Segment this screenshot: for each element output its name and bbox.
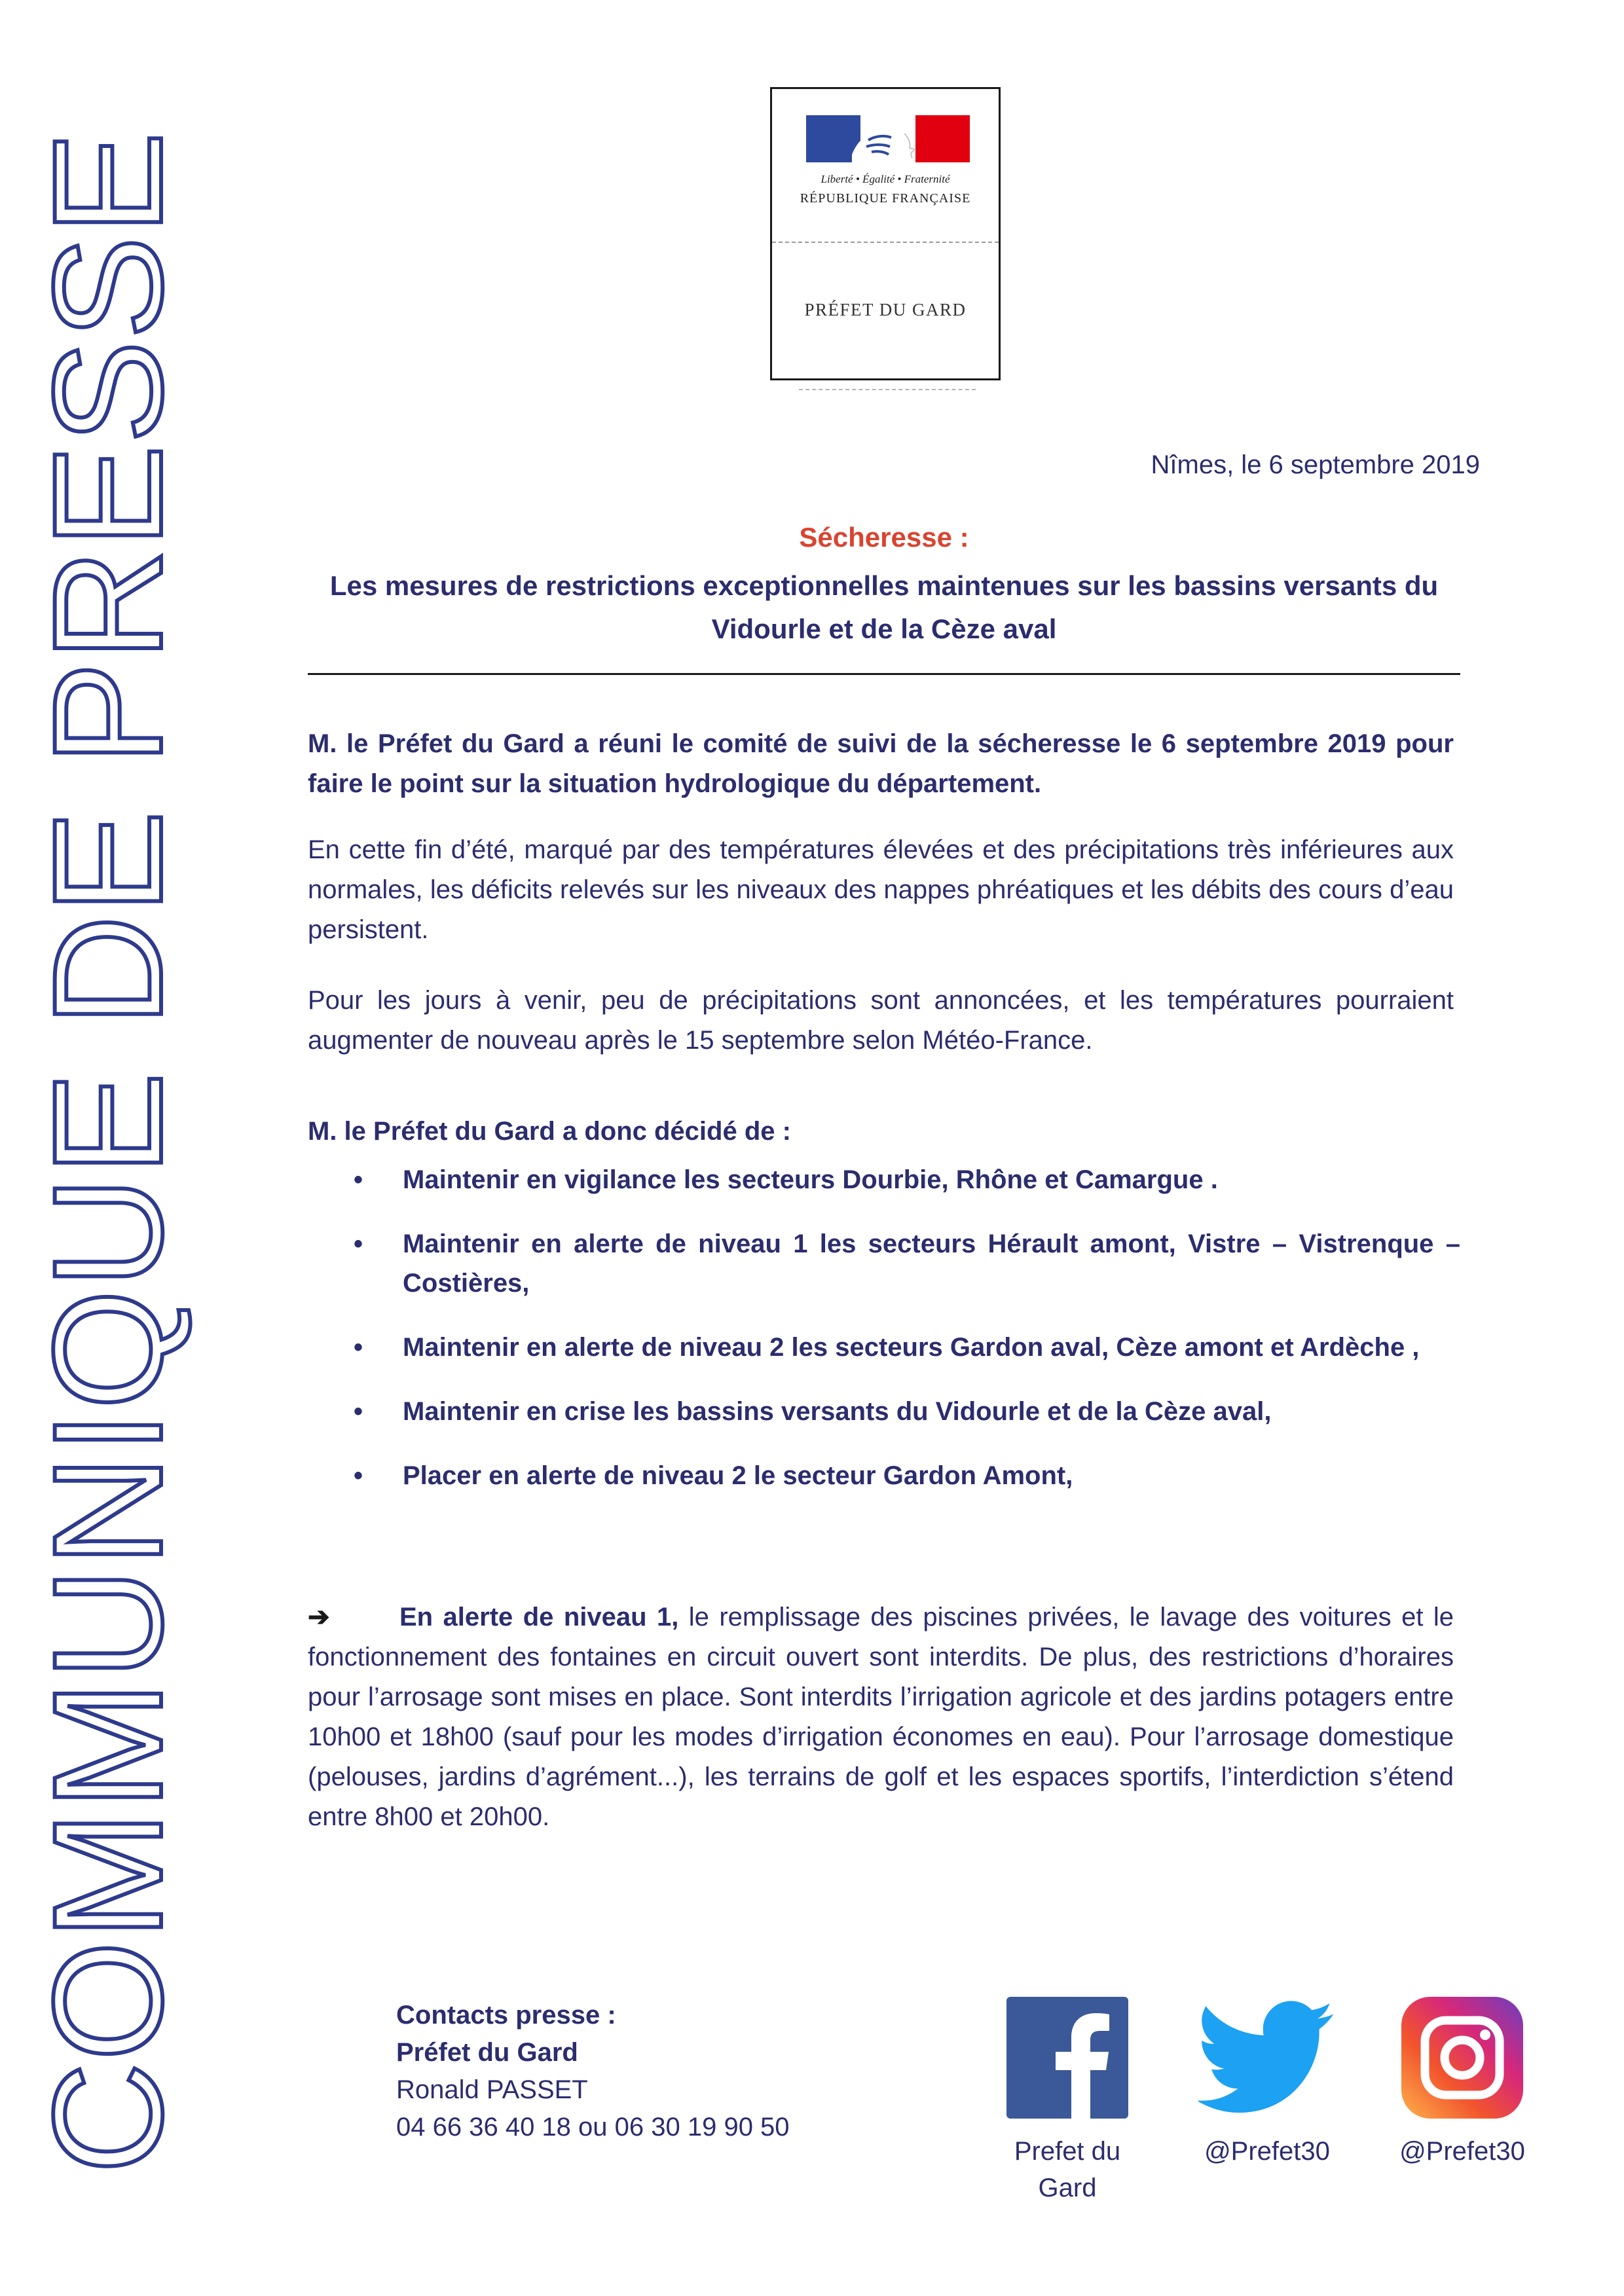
- twitter-contact: [1189, 1997, 1346, 2170]
- side-title-text: COMMUNIQUE DE PRESSE: [22, 130, 194, 2174]
- contacts-phones: 04 66 36 40 18 ou 06 30 19 90 50: [396, 2113, 790, 2141]
- decision-intro: M. le Préfet du Gard a donc décidé de :: [308, 1117, 791, 1146]
- release-date: Nîmes, le 6 septembre 2019: [1151, 450, 1480, 479]
- instagram-contact: [1384, 1997, 1541, 2170]
- decision-list: [308, 1160, 1460, 1520]
- alert-lead: En alerte de niveau 1,: [399, 1603, 679, 1631]
- logo-motto: Liberté • Égalité • Fraternité: [821, 173, 950, 185]
- instagram-icon: [1401, 1997, 1523, 2119]
- contacts-name: Ronald PASSET: [396, 2075, 588, 2104]
- logo-separator: [772, 242, 999, 243]
- arrow-right-icon: ➔: [308, 1603, 330, 1631]
- bullet-icon: •: [354, 1333, 363, 1362]
- marianne-flag-icon: [806, 115, 970, 162]
- logo-footer-rule: [799, 389, 976, 390]
- headline-title-line2: Vidourle et de la Cèze aval: [711, 613, 1057, 644]
- decision-item: • Maintenir en alerte de niveau 2 les secteurs Gardon aval, Cèze amont et Ardèche ,: [308, 1328, 1460, 1367]
- contacts-heading: Contacts presse :: [396, 2001, 616, 2030]
- decision-item: • Placer en alerte de niveau 2 le secteur Gardon Amont,: [308, 1456, 1460, 1495]
- alert-text: le remplissage des piscines privées, le lavage des voitures et le fonctionnement des fontaines en circuit ouvert sont interdits. De plus, des restrictions d’horaires pour l’arrosage sont mises en place. Sont interdits l’irrigation agricole et des jardins potagers entre 10h00 et 18h00 (sauf pour les modes d’irrigation économes en eau). Pour l’arrosage domestique (pelouses, jardins d’agrément...), les terrains de golf et les espaces sportifs, l’interdiction s’étend entre 8h00 et 20h00.: [308, 1603, 1454, 1831]
- bullet-icon: •: [354, 1461, 363, 1490]
- twitter-handle: @Prefet30: [1204, 2137, 1330, 2166]
- decision-item: • Maintenir en crise les bassins versants du Vidourle et de la Cèze aval,: [308, 1392, 1460, 1431]
- instagram-handle: @Prefet30: [1399, 2137, 1525, 2166]
- marianne-logo-block: [770, 87, 1001, 380]
- bullet-icon: •: [354, 1165, 363, 1194]
- press-contacts: [396, 1997, 790, 2146]
- alert-level-1-paragraph: [308, 1597, 1454, 1837]
- context-paragraph: En cette fin d’été, marqué par des températures élevées et des précipitations très inférieures aux normales, les déficits relevés sur les niveaux des nappes phréatiques et les débits des cours d’eau persistent.: [308, 835, 1454, 944]
- decision-item: • Maintenir en alerte de niveau 1 les secteurs Hérault amont, Vistre – Vistrenque – Costières,: [308, 1224, 1460, 1303]
- headline-title: [308, 564, 1460, 651]
- bullet-icon: •: [354, 1397, 363, 1426]
- bullet-icon: •: [354, 1230, 363, 1258]
- headline-kicker: Sécheresse :: [799, 522, 969, 553]
- logo-prefecture: PRÉFET DU GARD: [804, 300, 967, 319]
- contacts-org: Préfet du Gard: [396, 2038, 578, 2067]
- side-title: [0, 0, 216, 2296]
- forecast-paragraph: Pour les jours à venir, peu de précipitations sont annoncées, et les températures pourraient augmenter de nouveau après le 15 septembre selon Météo-France.: [308, 986, 1454, 1055]
- intro-paragraph: M. le Préfet du Gard a réuni le comité de suivi de la sécheresse le 6 septembre 2019 pour faire le point sur la situation hydrologique du département.: [308, 729, 1454, 798]
- facebook-icon: [1006, 1997, 1128, 2119]
- headline-title-line1: Les mesures de restrictions exceptionnelles maintenues sur les bassins versants du: [329, 570, 1439, 601]
- headline-divider: [308, 673, 1460, 675]
- facebook-contact: [989, 1997, 1146, 2206]
- logo-republic: RÉPUBLIQUE FRANÇAISE: [800, 191, 971, 206]
- facebook-label: Prefet du Gard: [1014, 2137, 1121, 2202]
- decision-item: • Maintenir en vigilance les secteurs Dourbie, Rhône et Camargue .: [308, 1160, 1460, 1199]
- twitter-icon: [1198, 1997, 1336, 2119]
